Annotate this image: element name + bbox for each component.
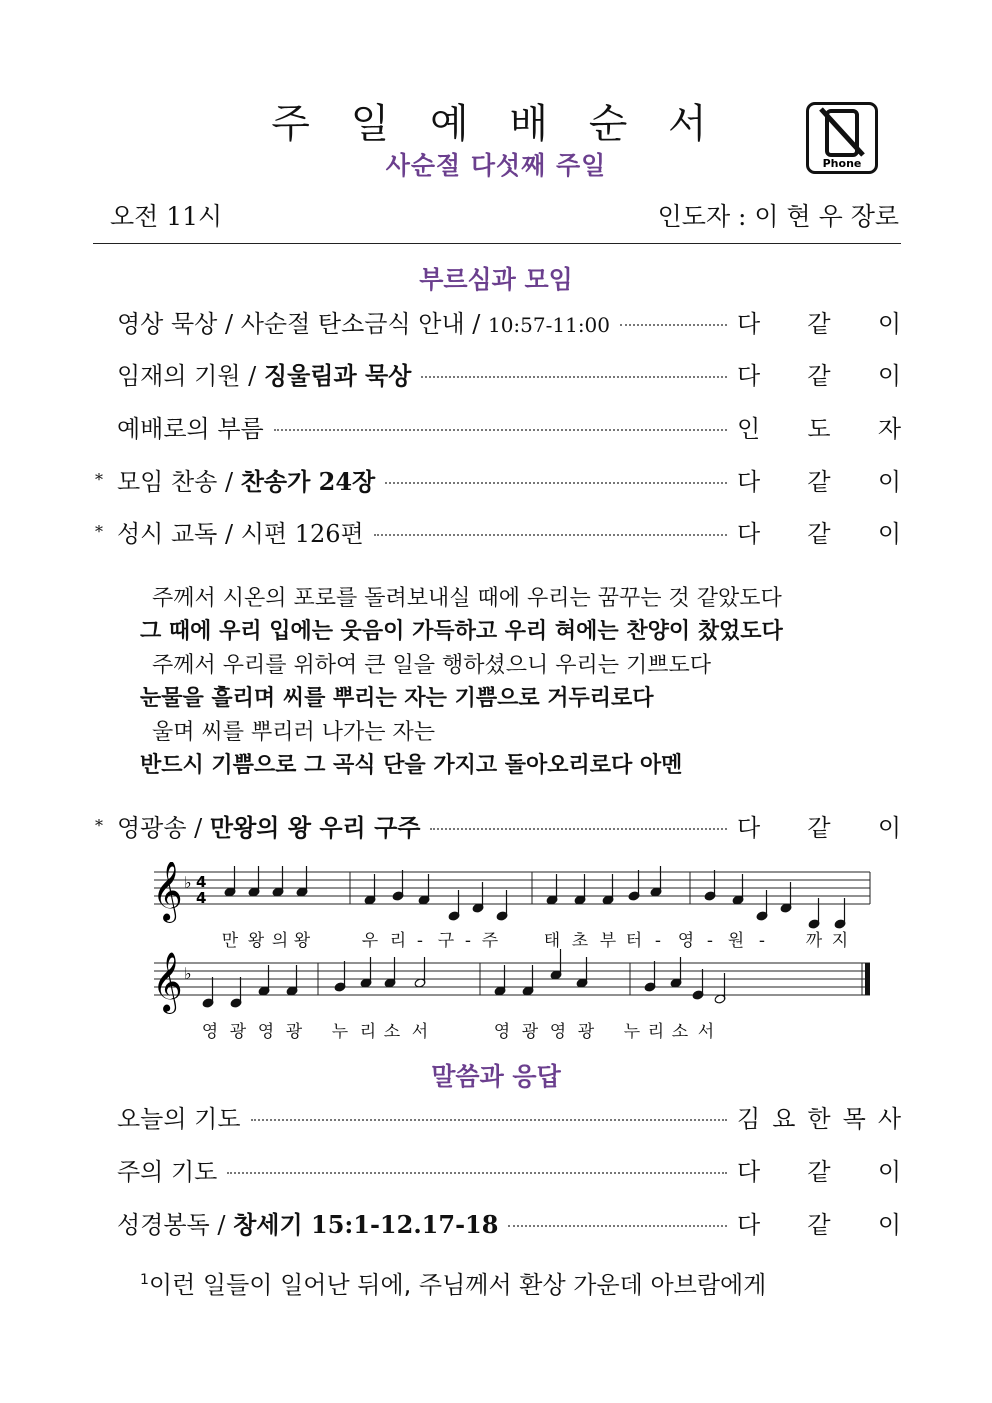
order-item-scripture: 성경봉독 / 창세기 15:1-12.17-18 다 같 이 [117,1209,901,1239]
header-divider [93,243,901,244]
service-time: 오전 11시 [110,202,223,231]
lyric-syllable: 광 [285,1022,303,1042]
verse-number: 1 [140,1272,149,1288]
lyric-syllable: 리 [389,931,407,951]
lyric-syllable: 왕 [247,931,265,951]
flat-icon: ♭ [184,873,192,892]
order-item-chime: 임재의 기원 / 징울림과 묵상 다 같 이 [117,360,901,390]
reading-line-leader: 주께서 우리를 위하여 큰 일을 행하셨으니 우리는 기쁘도다 [152,653,712,678]
reading-line-congregation: 그 때에 우리 입에는 웃음이 가득하고 우리 혀에는 찬양이 찼었도다 [140,619,783,644]
no-phone-icon [806,102,878,174]
lyric-syllable: 리 [647,1022,665,1042]
order-item-meditation: 영상 묵상 / 사순절 탄소금식 안내 / 10:57-11:00 다 같 이 [117,309,901,338]
page-subtitle: 사순절 다섯째 주일 [385,151,607,180]
reading-line-congregation: 반드시 기쁨으로 그 곡식 단을 가지고 돌아오리로다 아멘 [140,753,683,778]
reading-line-leader: 주께서 시온의 포로를 돌려보내실 때에 우리는 꿈꾸는 것 같았도다 [152,586,782,611]
lyric-syllable: 만 [221,931,239,951]
treble-clef-icon: 𝄞 [152,952,183,1012]
lyric-syllable: 터 [625,931,643,951]
lyric-syllable: 초 [571,931,589,951]
lyric-syllable: 소 [383,1022,401,1042]
lyric-syllable: 원 [727,931,745,951]
order-item-call: 예배로의 부름 인 도 자 [117,414,901,443]
lyric-syllable: 소 [671,1022,689,1042]
gloria-score [150,862,880,1052]
order-item-hymn: * 모임 찬송 / 찬송가 24장 다 같 이 [95,466,901,496]
lyric-syllable: 우 [361,931,379,951]
time-signature-bottom: 4 [196,889,207,907]
lyric-syllable: 광 [229,1022,247,1042]
lyric-syllable: 누 [331,1022,349,1042]
reading-line-leader: 울며 씨를 뿌리러 나가는 자는 [152,720,435,745]
lyric-syllable: 태 [543,931,561,951]
lyric-syllable: 서 [411,1022,429,1042]
order-item-prayer: 오늘의 기도 김 요 한 목 사 [117,1104,901,1133]
order-item-gloria: * 영광송 / 만왕의 왕 우리 구주 다 같 이 [95,812,901,842]
reading-line-congregation: 눈물을 흘리며 씨를 뿌리는 자는 기쁨으로 거두리로다 [140,686,654,711]
lyric-syllable: 주 [481,931,499,951]
lyric-syllable: 리 [359,1022,377,1042]
lyric-syllable: 영 [257,1022,275,1042]
lyric-syllable: 부 [599,931,617,951]
lyric-syllable: 영 [549,1022,567,1042]
scripture-verse: $^1$이런 일들이 일어난 뒤에, 주님께서 환상 가운데 아브람에게 [140,1271,767,1299]
lyric-syllable: - [416,931,424,951]
page-title: 주 일 예 배 순 서 [271,101,721,147]
lyric-syllable: 누 [623,1022,641,1042]
lyric-syllable: 지 [831,931,849,951]
lyric-syllable: 광 [577,1022,595,1042]
standing-mark: * [95,815,103,835]
lyric-syllable: 의 [271,931,289,951]
phone-icon-label: Phone [822,157,862,170]
lyric-syllable: 영 [677,931,695,951]
order-item-lords-prayer: 주의 기도 다 같 이 [117,1157,901,1186]
standing-mark: * [95,469,103,489]
lyric-syllable: - [706,931,714,951]
lyric-syllable: 까 [805,931,823,951]
time-signature-top: 4 [196,873,207,891]
standing-mark: * [95,521,103,541]
lyric-syllable: 구 [437,931,455,951]
lyric-syllable: 영 [493,1022,511,1042]
lyric-syllable: - [464,931,472,951]
service-leader: 인도자 : 이 현 우 장로 [657,202,899,231]
lyric-syllable: - [758,931,766,951]
lyric-syllable: 서 [697,1022,715,1042]
lyric-syllable: 광 [521,1022,539,1042]
section-calling: 부르심과 모임 [419,265,573,294]
flat-icon: ♭ [184,964,192,983]
treble-clef-icon: 𝄞 [152,862,183,921]
order-item-psalm: * 성시 교독 / 시편 126편 다 같 이 [95,519,901,548]
lyric-syllable: 왕 [293,931,311,951]
lyric-syllable: - [654,931,662,951]
section-word: 말씀과 응답 [431,1062,561,1091]
lyric-syllable: 영 [201,1022,219,1042]
